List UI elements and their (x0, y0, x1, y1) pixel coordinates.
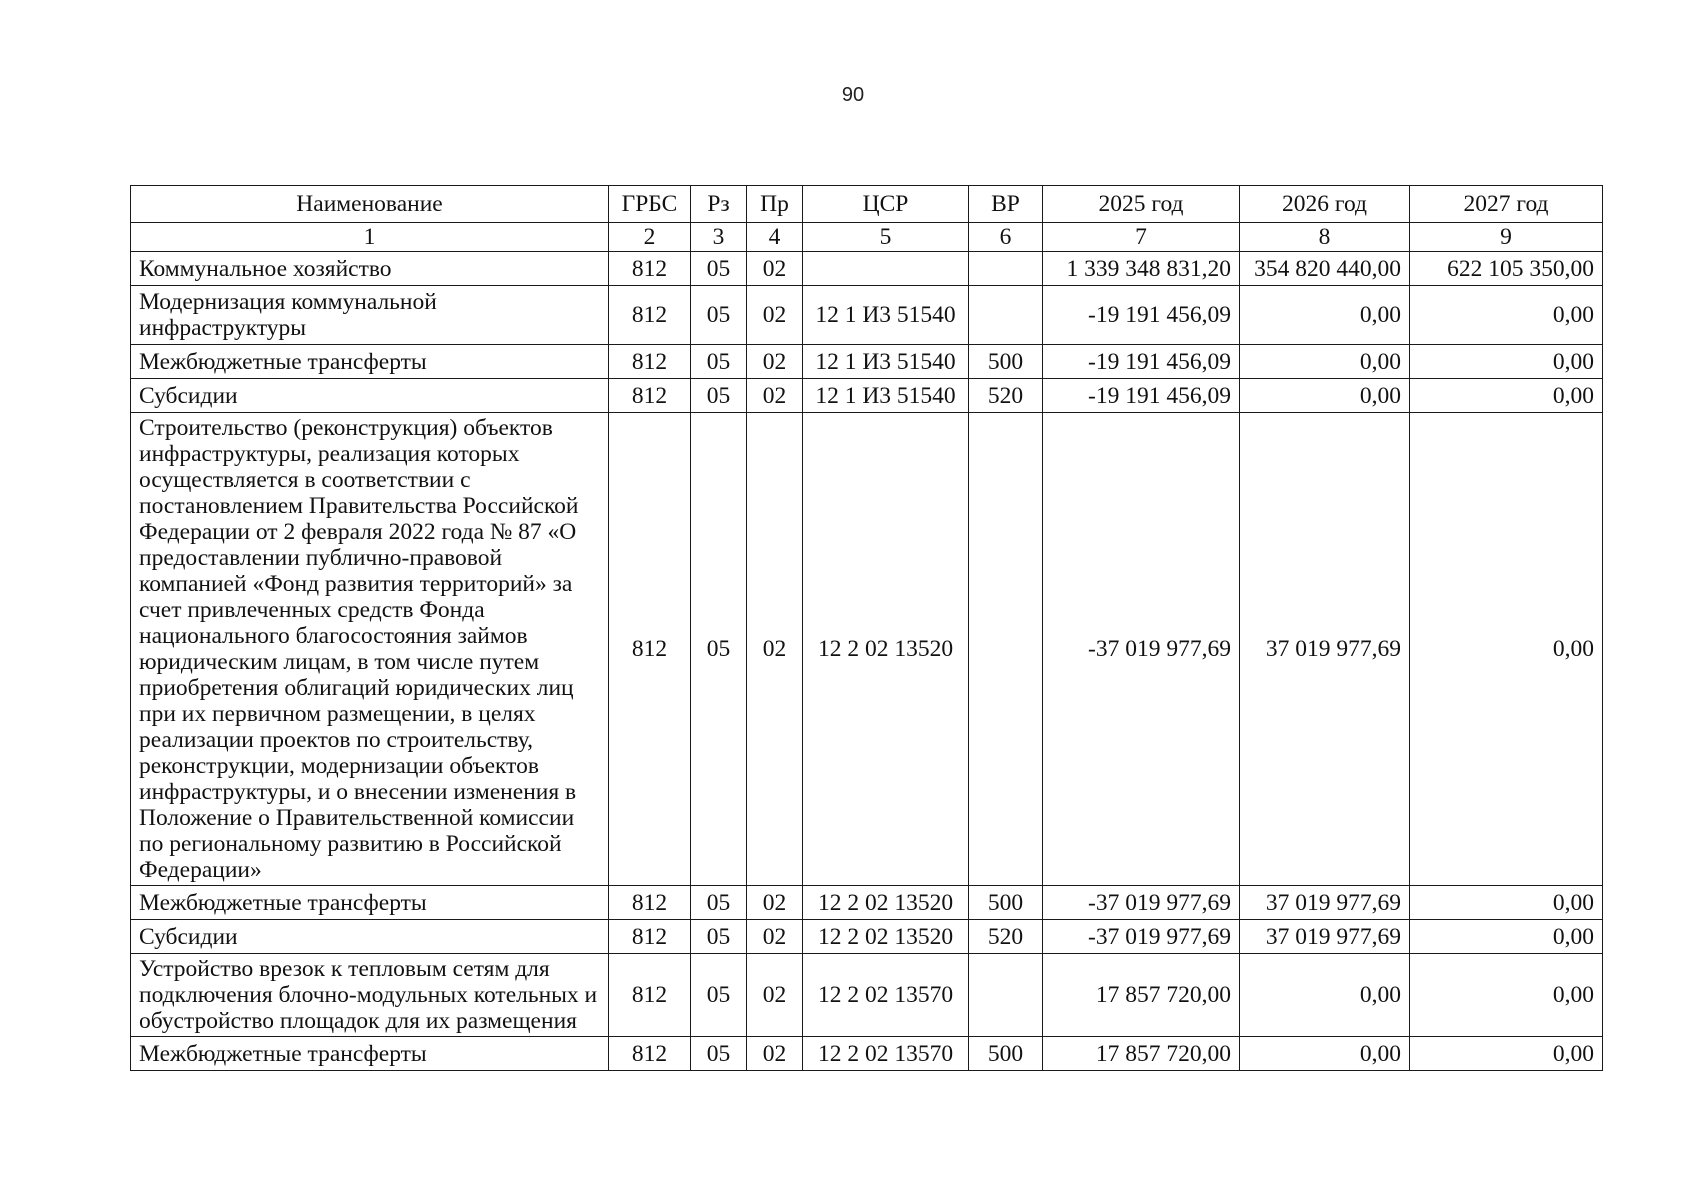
row-csr: 12 2 02 13520 (803, 413, 969, 886)
row-name: Межбюджетные трансферты (131, 345, 609, 379)
row-2027: 622 105 350,00 (1410, 252, 1603, 286)
column-number: 2 (609, 223, 691, 252)
row-grbs: 812 (609, 413, 691, 886)
row-rz: 05 (691, 1037, 747, 1071)
row-csr: 12 2 02 13520 (803, 886, 969, 920)
column-number: 7 (1043, 223, 1240, 252)
row-csr: 12 1 И3 51540 (803, 379, 969, 413)
row-pr: 02 (747, 252, 803, 286)
row-2026: 37 019 977,69 (1240, 886, 1410, 920)
row-grbs: 812 (609, 1037, 691, 1071)
row-vr (969, 252, 1043, 286)
row-2025: 17 857 720,00 (1043, 954, 1240, 1037)
row-2025: -19 191 456,09 (1043, 345, 1240, 379)
row-pr: 02 (747, 379, 803, 413)
header-row (131, 186, 1603, 223)
row-2026: 0,00 (1240, 379, 1410, 413)
row-pr: 02 (747, 1037, 803, 1071)
row-name: Субсидии (131, 379, 609, 413)
row-rz: 05 (691, 954, 747, 1037)
table-row (131, 379, 1603, 413)
table-row (131, 286, 1603, 345)
row-rz: 05 (691, 345, 747, 379)
row-2027: 0,00 (1410, 954, 1603, 1037)
row-grbs: 812 (609, 379, 691, 413)
row-vr (969, 286, 1043, 345)
row-2027: 0,00 (1410, 1037, 1603, 1071)
row-name: Строительство (реконструкция) объектов инфраструктуры, реализация которых осуществляется в соответствии с постановлением Правительства Российской Федерации от 2 февраля 2022 года № 87 «О предоставлении публично-правовой компанией «Фонд развития территорий» за счет привлеченных средств Фонда национального благосостояния займов юридическим лицам, в том числе путем приобретения облигаций юридических лиц при их первичном размещении, в целях реализации проектов по строительству, реконструкции, модернизации объектов инфраструктуры, и о внесении изменения в Положение о Правительственной комиссии по региональному развитию в Российской Федерации» (131, 413, 609, 886)
row-vr: 500 (969, 345, 1043, 379)
row-2027: 0,00 (1410, 413, 1603, 886)
table-row (131, 886, 1603, 920)
row-2026: 0,00 (1240, 1037, 1410, 1071)
budget-table (130, 185, 1603, 1071)
column-number: 8 (1240, 223, 1410, 252)
row-rz: 05 (691, 286, 747, 345)
row-vr: 520 (969, 379, 1043, 413)
row-rz: 05 (691, 886, 747, 920)
table-row (131, 413, 1603, 886)
column-number: 9 (1410, 223, 1603, 252)
row-2025: -19 191 456,09 (1043, 379, 1240, 413)
row-rz: 05 (691, 920, 747, 954)
table-row (131, 920, 1603, 954)
row-vr: 500 (969, 1037, 1043, 1071)
row-2027: 0,00 (1410, 286, 1603, 345)
header-csr: ЦСР (803, 186, 969, 223)
row-grbs: 812 (609, 954, 691, 1037)
row-grbs: 812 (609, 920, 691, 954)
row-vr: 500 (969, 886, 1043, 920)
header-vr: ВР (969, 186, 1043, 223)
header-2027: 2027 год (1410, 186, 1603, 223)
row-2026: 354 820 440,00 (1240, 252, 1410, 286)
column-number-row (131, 223, 1603, 252)
row-vr (969, 954, 1043, 1037)
row-2026: 37 019 977,69 (1240, 413, 1410, 886)
header-2026: 2026 год (1240, 186, 1410, 223)
row-2026: 0,00 (1240, 286, 1410, 345)
row-2025: 1 339 348 831,20 (1043, 252, 1240, 286)
table-row (131, 345, 1603, 379)
row-grbs: 812 (609, 886, 691, 920)
row-pr: 02 (747, 286, 803, 345)
column-number: 4 (747, 223, 803, 252)
row-name: Межбюджетные трансферты (131, 886, 609, 920)
row-2025: -37 019 977,69 (1043, 920, 1240, 954)
row-2026: 0,00 (1240, 345, 1410, 379)
row-2026: 37 019 977,69 (1240, 920, 1410, 954)
table-row (131, 1037, 1603, 1071)
row-2027: 0,00 (1410, 886, 1603, 920)
row-grbs: 812 (609, 345, 691, 379)
row-vr: 520 (969, 920, 1043, 954)
column-number: 6 (969, 223, 1043, 252)
row-csr: 12 1 И3 51540 (803, 345, 969, 379)
row-name: Коммунальное хозяйство (131, 252, 609, 286)
table-row (131, 252, 1603, 286)
row-2027: 0,00 (1410, 345, 1603, 379)
row-2026: 0,00 (1240, 954, 1410, 1037)
page-number: 90 (841, 84, 865, 106)
row-2025: -19 191 456,09 (1043, 286, 1240, 345)
row-rz: 05 (691, 252, 747, 286)
header-2025: 2025 год (1043, 186, 1240, 223)
row-grbs: 812 (609, 286, 691, 345)
header-name: Наименование (131, 186, 609, 223)
header-grbs: ГРБС (609, 186, 691, 223)
column-number: 3 (691, 223, 747, 252)
row-csr: 12 1 И3 51540 (803, 286, 969, 345)
row-rz: 05 (691, 413, 747, 886)
row-rz: 05 (691, 379, 747, 413)
row-pr: 02 (747, 920, 803, 954)
row-name: Субсидии (131, 920, 609, 954)
row-name: Модернизация коммунальной инфраструктуры (131, 286, 609, 345)
column-number: 1 (131, 223, 609, 252)
row-pr: 02 (747, 954, 803, 1037)
row-2027: 0,00 (1410, 379, 1603, 413)
row-name: Устройство врезок к тепловым сетям для подключения блочно-модульных котельных и обустройство площадок для их размещения (131, 954, 609, 1037)
row-name: Межбюджетные трансферты (131, 1037, 609, 1071)
row-pr: 02 (747, 886, 803, 920)
row-2025: -37 019 977,69 (1043, 413, 1240, 886)
row-vr (969, 413, 1043, 886)
row-csr: 12 2 02 13570 (803, 1037, 969, 1071)
row-2025: 17 857 720,00 (1043, 1037, 1240, 1071)
table-row (131, 954, 1603, 1037)
header-pr: Пр (747, 186, 803, 223)
row-csr: 12 2 02 13570 (803, 954, 969, 1037)
row-pr: 02 (747, 413, 803, 886)
row-csr (803, 252, 969, 286)
row-pr: 02 (747, 345, 803, 379)
header-rz: Рз (691, 186, 747, 223)
row-csr: 12 2 02 13520 (803, 920, 969, 954)
column-number: 5 (803, 223, 969, 252)
row-2025: -37 019 977,69 (1043, 886, 1240, 920)
row-2027: 0,00 (1410, 920, 1603, 954)
row-grbs: 812 (609, 252, 691, 286)
